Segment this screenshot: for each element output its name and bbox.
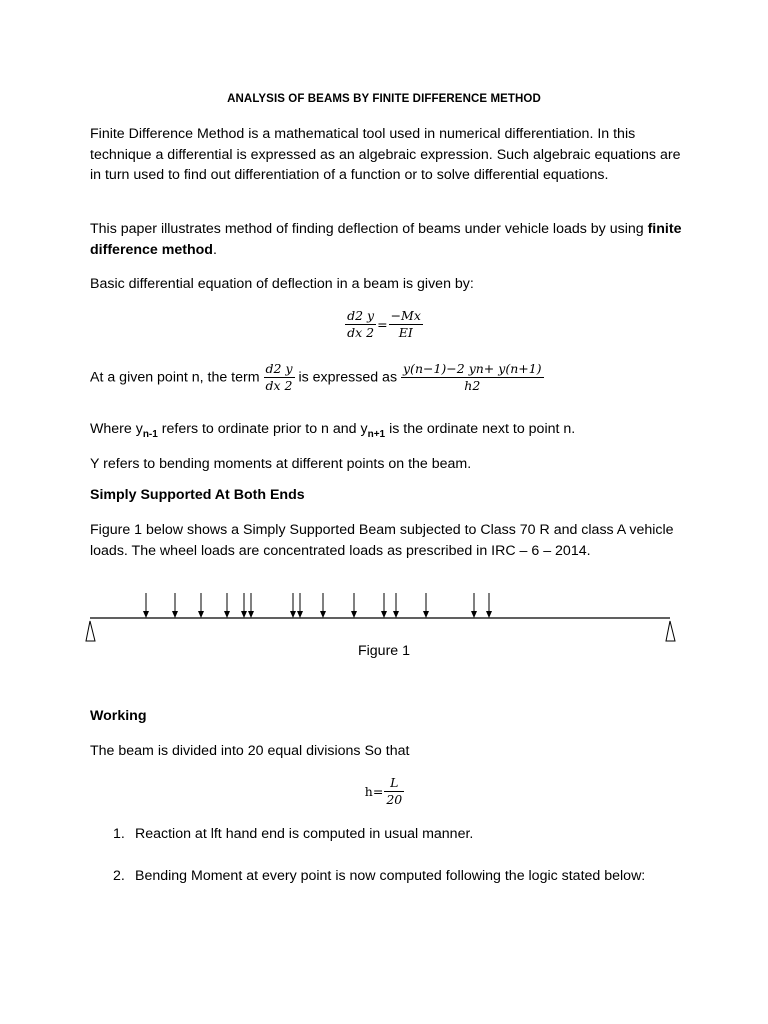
point-text-before: At a given point n, the term — [90, 369, 260, 386]
list-text-2: Bending Moment at every point is now computed following the logic stated below: — [135, 868, 646, 884]
expression-fraction — [401, 361, 544, 394]
figure-caption: Figure 1 — [357, 643, 411, 659]
heading-working: Working — [90, 708, 147, 724]
right-support-icon — [666, 621, 675, 641]
eq1-rhs-numerator: −Mx — [390, 308, 421, 323]
expression-denominator: h2 — [464, 378, 481, 393]
equation-h — [0, 775, 768, 808]
eq1-lhs-denominator: dx 2 — [347, 325, 375, 340]
load-arrow-icon — [241, 593, 247, 618]
eq1-lhs-numerator: d2 y — [347, 308, 375, 323]
load-arrow-icon — [172, 593, 178, 618]
term-numerator: d2 y — [265, 361, 293, 376]
point-expression-line — [90, 361, 544, 394]
eq-h-denominator: 20 — [386, 792, 403, 807]
load-arrow-icon — [393, 593, 399, 618]
basic-equation-intro: Basic differential equation of deflection in a beam is given by: — [90, 276, 474, 292]
load-arrow-icon — [290, 593, 296, 618]
eq1-rhs-fraction — [389, 308, 423, 341]
where-text-1: Where y — [90, 421, 143, 437]
load-arrow-icon — [224, 593, 230, 618]
expression-numerator: y(n−1)−2 yn+ y(n+1) — [403, 361, 542, 376]
list-number-2: 2. — [113, 868, 125, 884]
load-arrow-icon — [198, 593, 204, 618]
where-sub-1: n-1 — [142, 428, 158, 440]
load-arrow-icon — [381, 593, 387, 618]
point-text-middle: is expressed as — [298, 369, 398, 386]
list-item-1 — [113, 826, 473, 842]
equation-deflection — [0, 308, 768, 341]
load-arrow-icon — [143, 593, 149, 618]
load-arrow-icon — [248, 593, 254, 618]
where-text-3: is the ordinate next to point n. — [385, 421, 576, 437]
term-fraction — [264, 361, 295, 394]
paper-text: This paper illustrates method of finding deflection of beams under vehicle loads by using — [90, 221, 648, 237]
list-item-2 — [113, 868, 645, 884]
eq1-rhs-denominator: EI — [398, 325, 413, 340]
load-arrow-icon — [297, 593, 303, 618]
load-arrow-icon — [486, 593, 492, 618]
list-text-1: Reaction at lft hand end is computed in usual manner. — [135, 826, 474, 842]
heading-simply-supported: Simply Supported At Both Ends — [90, 487, 305, 503]
where-text-2: refers to ordinate prior to n and y — [157, 421, 368, 437]
load-arrow-icon — [320, 593, 326, 618]
figure-description: Figure 1 below shows a Simply Supported Beam subjected to Class 70 R and class A vehicle loads. The wheel loads are concentrated loads as prescribed in IRC – 6 – 2014. — [90, 522, 674, 559]
left-support-icon — [86, 621, 95, 641]
eq-h-lhs: h= — [364, 784, 384, 799]
load-arrow-icon — [471, 593, 477, 618]
load-arrow-icon — [351, 593, 357, 618]
paper-text-end: . — [212, 241, 217, 258]
where-sub-2: n+1 — [367, 428, 386, 440]
eq1-lhs-fraction — [345, 308, 376, 341]
term-denominator: dx 2 — [265, 378, 293, 393]
eq-h-numerator: L — [384, 775, 404, 792]
list-number-1: 1. — [113, 826, 125, 842]
intro-paragraph: Finite Difference Method is a mathematical tool used in numerical differentiation. In this technique a differential is expressed as an algebraic expression. Such algebraic equations are in turn used to find out differentiation of a function or to solve differential equations. — [90, 126, 681, 183]
eq1-equals: = — [377, 317, 388, 332]
y-refers-line: Y refers to bending moments at different points on the beam. — [90, 456, 472, 472]
paper-bold-term: finite difference method — [90, 221, 682, 258]
paper-paragraph — [90, 219, 690, 260]
divided-text: The beam is divided into 20 equal divisions So that — [90, 743, 410, 759]
beam-figure — [0, 585, 768, 645]
where-line — [90, 419, 690, 445]
eq-h-fraction — [384, 775, 404, 808]
page-title: ANALYSIS OF BEAMS BY FINITE DIFFERENCE METHOD — [227, 93, 541, 105]
load-arrows — [143, 593, 492, 618]
load-arrow-icon — [423, 593, 429, 618]
